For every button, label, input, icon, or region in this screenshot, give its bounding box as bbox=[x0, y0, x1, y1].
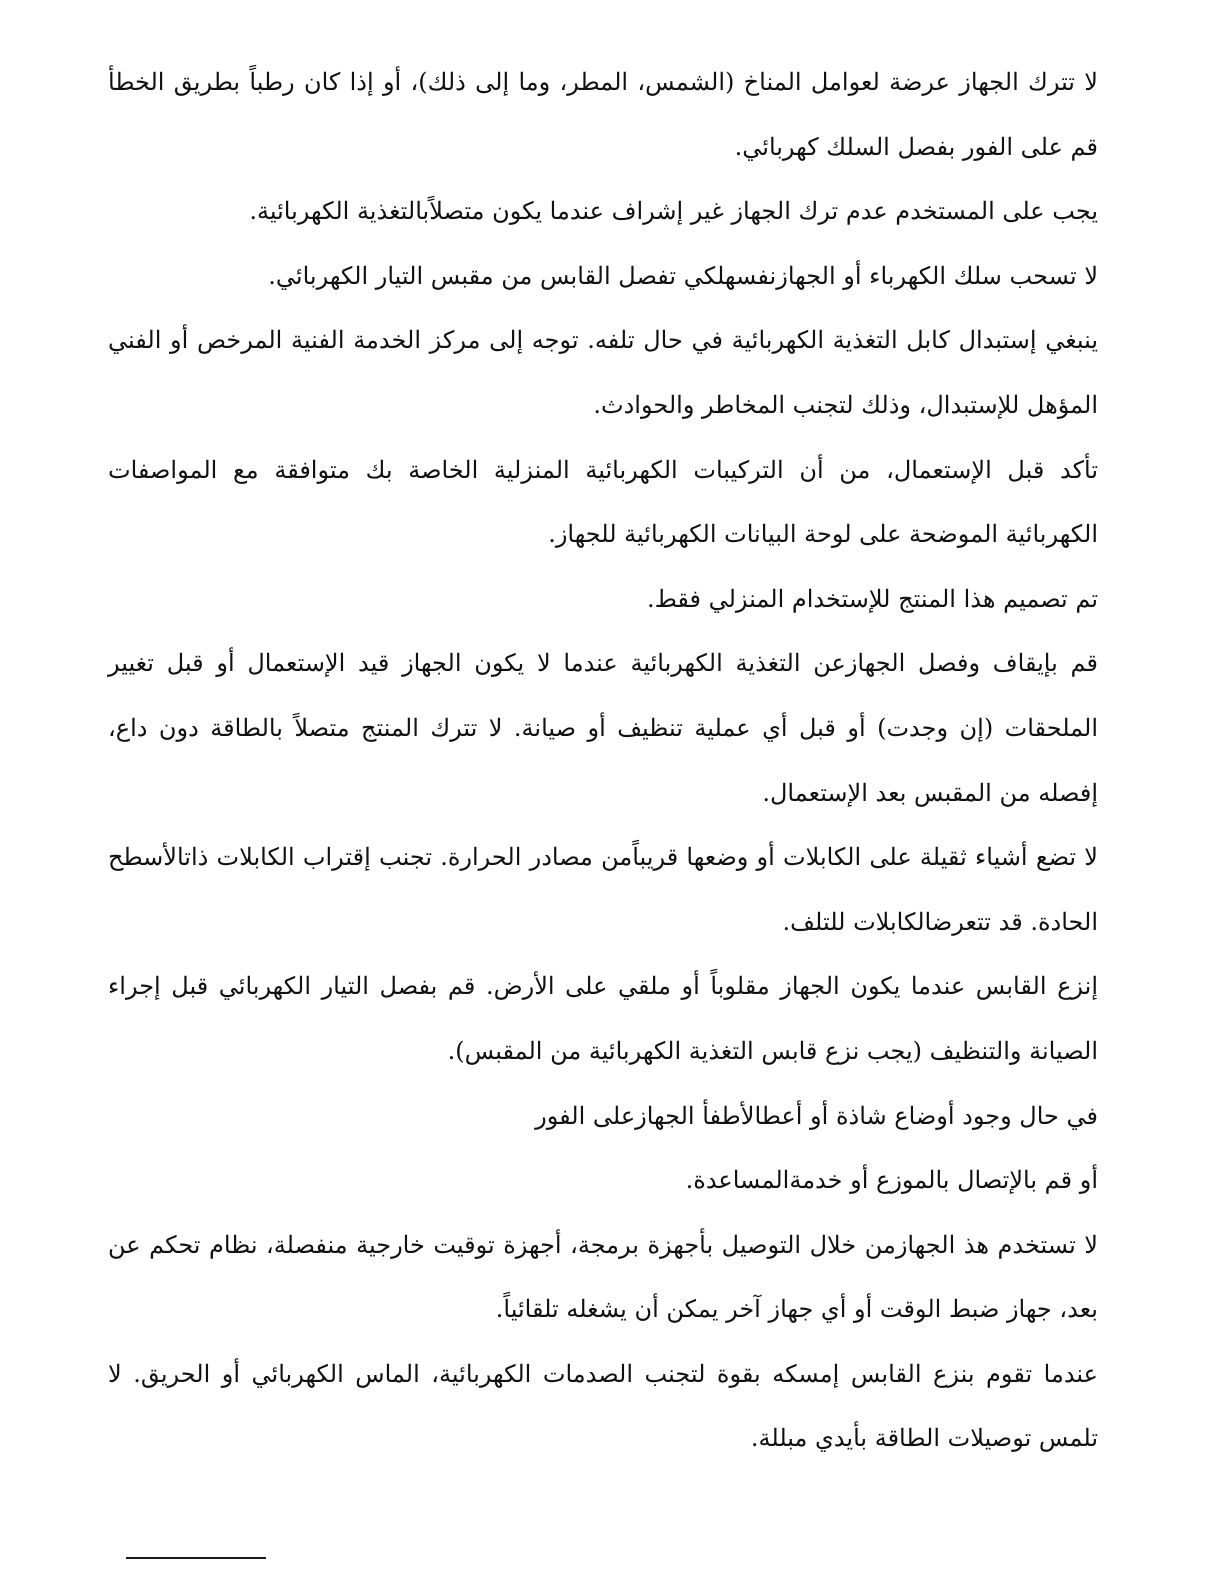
footnote-separator bbox=[126, 1557, 266, 1559]
paragraph-switch-off: قم بإيقاف وفصل الجهازعن التغذية الكهربائية عندما لا يكون الجهاز قيد الإستعمال أو قبل تغيير الملحقات (إن وجدت) أو قبل أي عملية تنظيف أو صيانة. لا تترك المنتج متصلاً بالطاقة دون داع، إفصله من المقبس بعد الإستعمال. bbox=[108, 649, 1098, 807]
document-body bbox=[108, 50, 1098, 1471]
paragraph-pull-cord: لا تسحب سلك الكهرباء أو الجهازنفسهلكي تفصل القابس من مقبس التيار الكهربائي. bbox=[268, 261, 1098, 290]
paragraph-contact-distributor: أو قم بالإتصال بالموزع أو خدمةالمساعدة. bbox=[685, 1166, 1098, 1195]
paragraph-weather-exposure: لا تترك الجهاز عرضة لعوامل المناخ (الشمس، المطر، وما إلى ذلك)، أو إذا كان رطباً بطريق الخطأ قم على الفور بفصل السلك كهربائي. bbox=[108, 68, 1098, 161]
paragraph-malfunction: في حال وجود أوضاع شاذة أو أعطالأطفأ الجهازعلى الفور bbox=[535, 1101, 1098, 1130]
paragraph-unplug-firmly: عندما تقوم بنزع القابس إمسكه بقوة لتجنب الصدمات الكهربائية، الماس الكهربائي أو الحريق. لا تلمس توصيلات الطاقة بأيدي مبللة. bbox=[108, 1359, 1098, 1453]
paragraph-unattended: يجب على المستخدم عدم ترك الجهاز غير إشراف عندما يكون متصلاًبالتغذية الكهربائية. bbox=[249, 197, 1098, 226]
paragraph-no-timers: لا تستخدم هذ الجهازمن خلال التوصيل بأجهزة برمجة، أجهزة توقيت خارجية منفصلة، نظام تحكم عن بعد، جهاز ضبط الوقت أو أي جهاز آخر يمكن أن يشغله تلقائياً. bbox=[108, 1230, 1098, 1324]
paragraph-check-installation: تأكد قبل الإستعمال، من أن التركيبات الكهربائية المنزلية الخاصة بك متوافقة مع المواصفات الكهربائية الموضحة على لوحة البيانات الكهربائية للجهاز. bbox=[108, 455, 1098, 549]
paragraph-household-use: تم تصميم هذا المنتج للإستخدام المنزلي فقط. bbox=[646, 584, 1098, 613]
paragraph-replace-cable: ينبغي إستبدال كابل التغذية الكهربائية في حال تلفه. توجه إلى مركز الخدمة الفنية المرخص أو الفني المؤهل للإستبدال، وذلك لتجنب المخاطر والحوادث. bbox=[108, 326, 1098, 419]
paragraph-heavy-objects: لا تضع أشياء ثقيلة على الكابلات أو وضعها قريباًمن مصادر الحرارة. تجنب إقتراب الكابلات ذاتالأسطح الحادة. قد تتعرضالكابلات للتلف. bbox=[108, 843, 1098, 936]
paragraph-unplug-overturned: إنزع القابس عندما يكون الجهاز مقلوباً أو ملقي على الأرض. قم بفصل التيار الكهربائي قبل إجراء الصيانة والتنظيف (يجب نزع قابس التغذية الكهربائية من المقبس). bbox=[108, 972, 1098, 1065]
